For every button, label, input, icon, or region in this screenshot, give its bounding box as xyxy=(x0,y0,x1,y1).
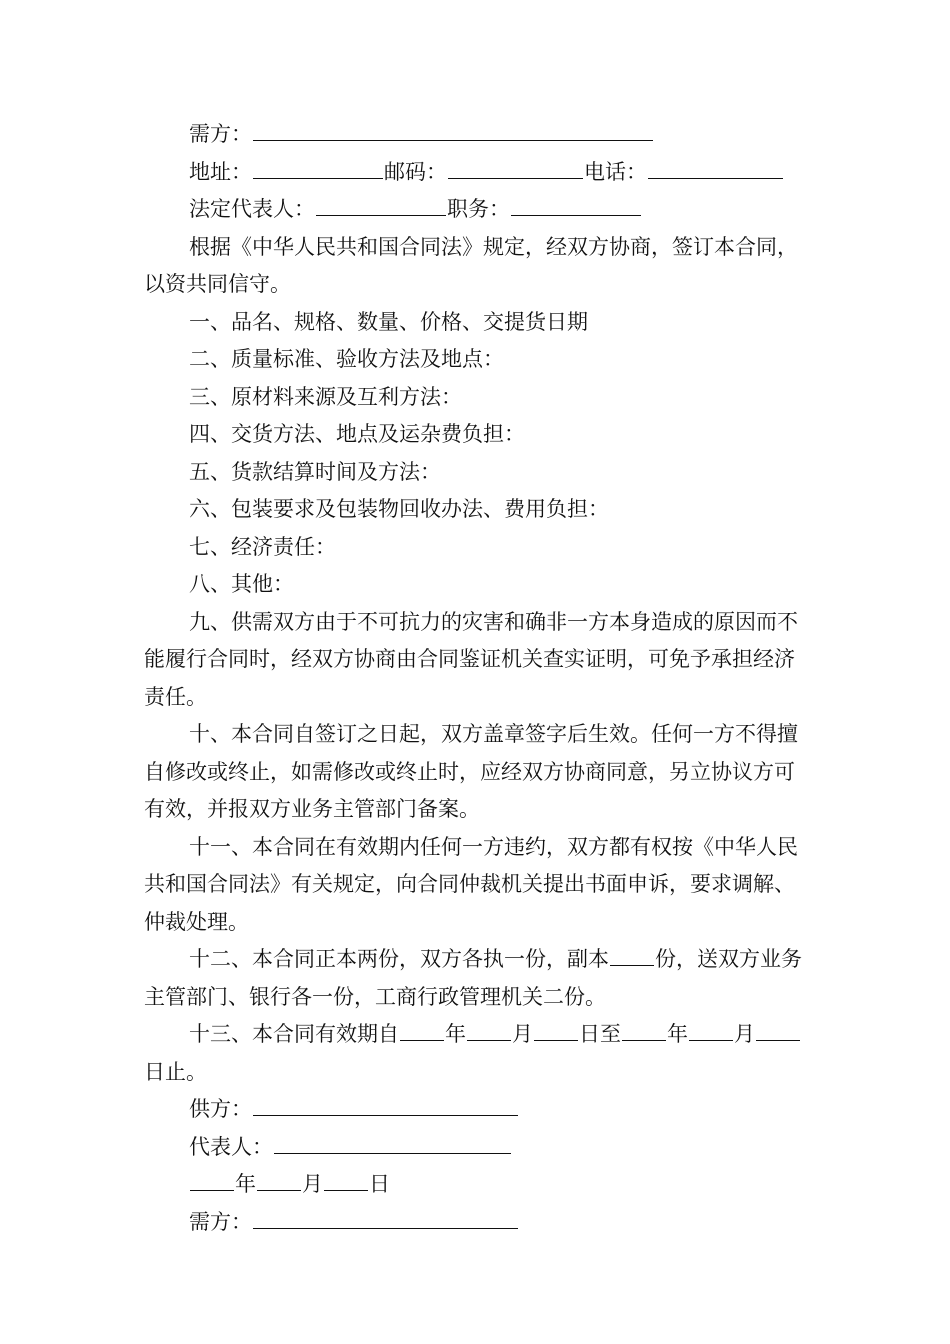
clause-11: 十一、本合同在有效期内任何一方违约，双方都有权按《中华人民共和国合同法》有关规定，向合同仲裁机关提出书面申诉，要求调解、仲裁处理。 xyxy=(144,834,798,934)
end-label: 日止。 xyxy=(144,1059,207,1084)
clause-5: 五、货款结算时间及方法： xyxy=(189,459,441,484)
sign-date-line xyxy=(144,1166,808,1204)
end-year-label: 年 xyxy=(667,1022,688,1046)
buyer-signature-blank[interactable] xyxy=(253,1204,518,1229)
legal-rep-label: 法定代表人： xyxy=(189,197,315,221)
clause-4: 四、交货方法、地点及运杂费负担： xyxy=(189,422,525,446)
clause-6: 六、包装要求及包装物回收办法、费用负担： xyxy=(189,497,609,521)
start-day-blank[interactable] xyxy=(534,1016,578,1041)
sign-day-blank[interactable] xyxy=(324,1166,368,1191)
supplier-signature-line xyxy=(144,1091,808,1129)
phone-label: 电话： xyxy=(584,159,647,184)
intro-paragraph: 根据《中华人民共和国合同法》规定，经双方协商，签订本合同，以资共同信守。 xyxy=(144,234,798,296)
sign-year-label: 年 xyxy=(235,1172,256,1196)
clause-3: 三、原材料来源及互利方法： xyxy=(189,384,462,409)
legal-rep-line xyxy=(144,191,808,229)
copies-blank[interactable] xyxy=(610,941,654,966)
clause-10: 十、本合同自签订之日起，双方盖章签字后生效。任何一方不得擅自修改或终止，如需修改或终止时，应经双方协商同意，另立协议方可有效，并报双方业务主管部门备案。 xyxy=(144,722,798,821)
postcode-label: 邮码： xyxy=(384,159,447,184)
end-year-blank[interactable] xyxy=(622,1016,666,1041)
end-month-label: 月 xyxy=(734,1022,755,1046)
sign-day-label: 日 xyxy=(369,1172,390,1196)
contract-body xyxy=(144,116,808,1241)
clause-13 xyxy=(144,1016,808,1091)
clause-12-part1: 十二、本合同正本两份，双方各执一份，副本 xyxy=(189,947,609,971)
clause-2: 二、质量标准、验收方法及地点： xyxy=(189,347,504,371)
clause-9: 九、供需双方由于不可抗力的灾害和确非一方本身造成的原因而不能履行合同时，经双方协商由合同鉴证机关查实证明，可免予承担经济责任。 xyxy=(144,609,798,709)
start-year-blank[interactable] xyxy=(400,1016,444,1041)
buyer-label: 需方： xyxy=(189,122,252,146)
clause-8: 八、其他： xyxy=(189,572,294,596)
sign-month-label: 月 xyxy=(302,1172,323,1196)
postcode-blank[interactable] xyxy=(448,154,583,179)
legal-rep-blank[interactable] xyxy=(316,191,446,216)
start-year-label: 年 xyxy=(445,1022,466,1046)
end-month-blank[interactable] xyxy=(689,1016,733,1041)
phone-blank[interactable] xyxy=(648,154,783,179)
clause-1: 一、品名、规格、数量、价格、交提货日期 xyxy=(189,309,588,334)
start-month-label: 月 xyxy=(512,1022,533,1046)
buyer-signature-label: 需方： xyxy=(189,1209,252,1234)
representative-label: 代表人： xyxy=(189,1134,273,1159)
clause-12-part2: 份，送双方业务主管部门、银行各一份，工商行政管理机关二份。 xyxy=(144,947,802,1009)
buyer-blank[interactable] xyxy=(253,116,653,141)
position-blank[interactable] xyxy=(511,191,641,216)
start-month-blank[interactable] xyxy=(467,1016,511,1041)
buyer-line xyxy=(144,116,808,154)
supplier-label: 供方： xyxy=(189,1097,252,1121)
clause-13-prefix: 十三、本合同有效期自 xyxy=(189,1022,399,1046)
clause-12 xyxy=(144,941,808,1016)
clause-7: 七、经济责任： xyxy=(189,534,336,559)
buyer-signature-line xyxy=(144,1204,808,1242)
position-label: 职务： xyxy=(447,197,510,221)
supplier-blank[interactable] xyxy=(253,1091,518,1116)
representative-blank[interactable] xyxy=(274,1129,511,1154)
address-label: 地址： xyxy=(189,159,252,184)
day-to-label: 日至 xyxy=(579,1022,621,1046)
sign-month-blank[interactable] xyxy=(257,1166,301,1191)
end-day-blank[interactable] xyxy=(756,1016,800,1041)
sign-year-blank[interactable] xyxy=(190,1166,234,1191)
address-line xyxy=(144,154,808,192)
address-blank[interactable] xyxy=(253,154,383,179)
representative-line xyxy=(144,1129,808,1167)
